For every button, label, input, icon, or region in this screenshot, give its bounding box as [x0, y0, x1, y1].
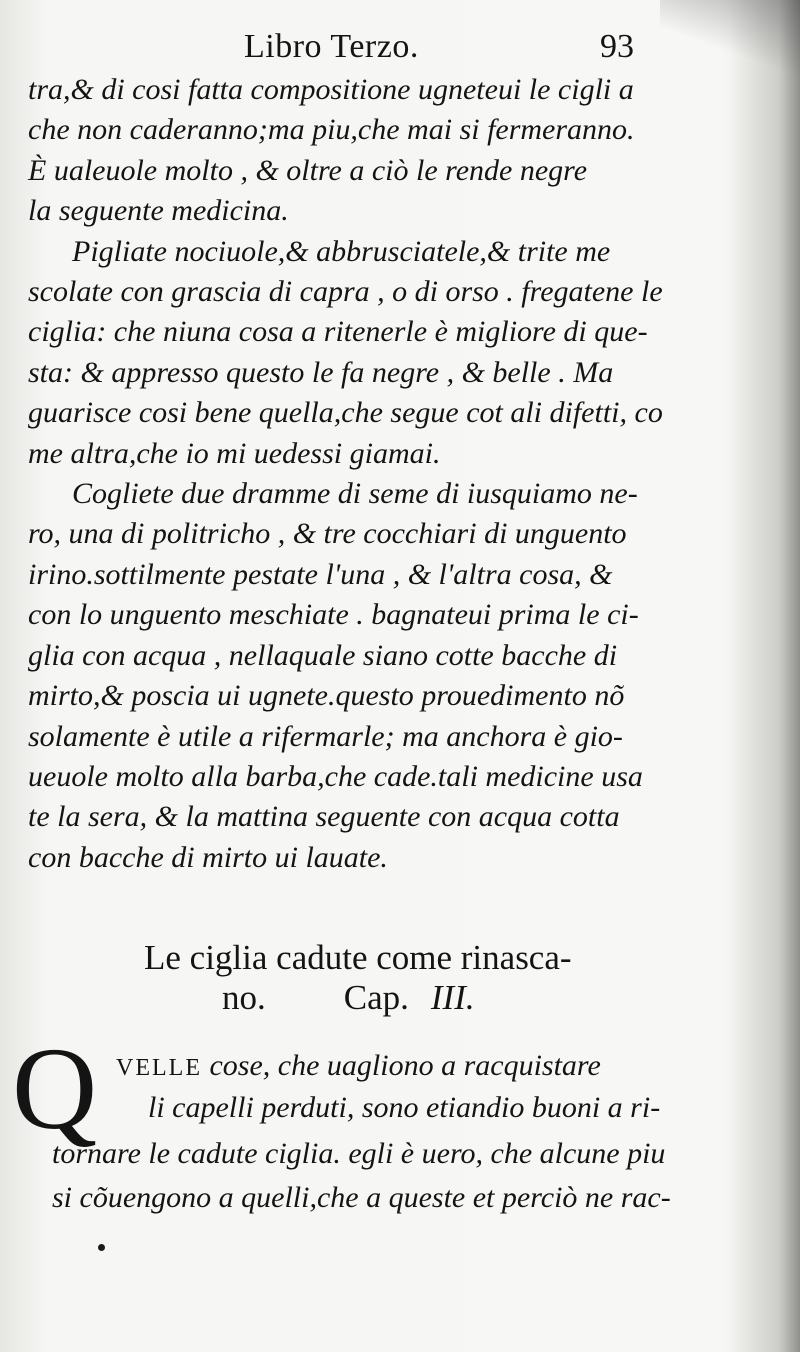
text-line: scolate con grascia di capra , o di orso . fregatene le: [28, 275, 663, 309]
text-line: ciglia: che niuna cosa a ritenerle è migliore di que-: [28, 315, 648, 349]
text-line: solamente è utile a rifermarle; ma anchora è gio-: [28, 719, 623, 753]
first-word-small-caps: VELLE: [116, 1055, 202, 1081]
chapter-title-end: no.: [222, 978, 266, 1017]
drop-cap: Q: [12, 1023, 98, 1154]
text-line: ueuole molto alla barba,che cade.tali medicine usa: [28, 759, 643, 793]
ink-speck: [98, 1244, 105, 1251]
text-line: irino.sottilmente pestate l'una , & l'altra cosa, &: [28, 557, 613, 591]
text-line: glia con acqua , nellaquale siano cotte bacche di: [28, 638, 618, 672]
text-line: con lo unguento meschiate . bagnateui prima le ci-: [28, 598, 639, 632]
opening-line-2: li capelli perduti, sono etiandio buoni a ri-: [148, 1091, 661, 1124]
text-line: Cogliete due dramme di seme di iusquiamo ne-: [72, 477, 638, 511]
chapter-title-line2: [222, 978, 475, 1018]
text-line: È ualeuole molto , & oltre a ciò le rende negre: [28, 153, 588, 187]
text-line: Pigliate nociuole,& abbrusciatele,& trite me: [72, 234, 611, 268]
chapter-title-line1: Le ciglia cadute come rinasca-: [144, 938, 572, 977]
text-line: che non caderanno;ma piu,che mai si fermeranno.: [28, 113, 635, 147]
chapter-cap-label: Cap.: [343, 978, 409, 1017]
text-line: la seguente medicina.: [28, 194, 289, 228]
opening-line-1: [116, 1045, 601, 1089]
body-paragraphs: [28, 70, 728, 878]
text-line: me altra,che io mi uedessi giamai.: [28, 436, 441, 470]
page-number: 93: [600, 28, 634, 65]
text-line: sta: & appresso questo le fa negre , & belle . Ma: [28, 355, 614, 389]
page-header: [0, 22, 800, 72]
opening-line-4: si cõuengono a quelli,che a queste et perciò ne rac-: [52, 1181, 671, 1214]
opening-line-1-text: cose, che uagliono a racquistare: [209, 1049, 601, 1082]
text-line: guarisce cosi bene quella,che segue cot ali difetti, co: [28, 396, 663, 430]
opening-line-3: tornare le cadute ciglia. egli è uero, che alcune piu: [52, 1137, 666, 1170]
page-edge-shadow: [730, 0, 800, 1352]
text-line: ro, una di politricho , & tre cocchiari di unguento: [28, 517, 627, 551]
text-line: te la sera, & la mattina seguente con acqua cotta: [28, 800, 620, 834]
chapter-number: III.: [430, 978, 475, 1017]
text-line: tra,& di cosi fatta compositione ugneteui le cigli a: [28, 73, 634, 106]
running-head: Libro Terzo.: [244, 28, 419, 65]
text-line: mirto,& poscia ui ugnete.questo prouedimento nõ: [28, 679, 625, 713]
text-line: con bacche di mirto ui lauate.: [28, 840, 388, 874]
